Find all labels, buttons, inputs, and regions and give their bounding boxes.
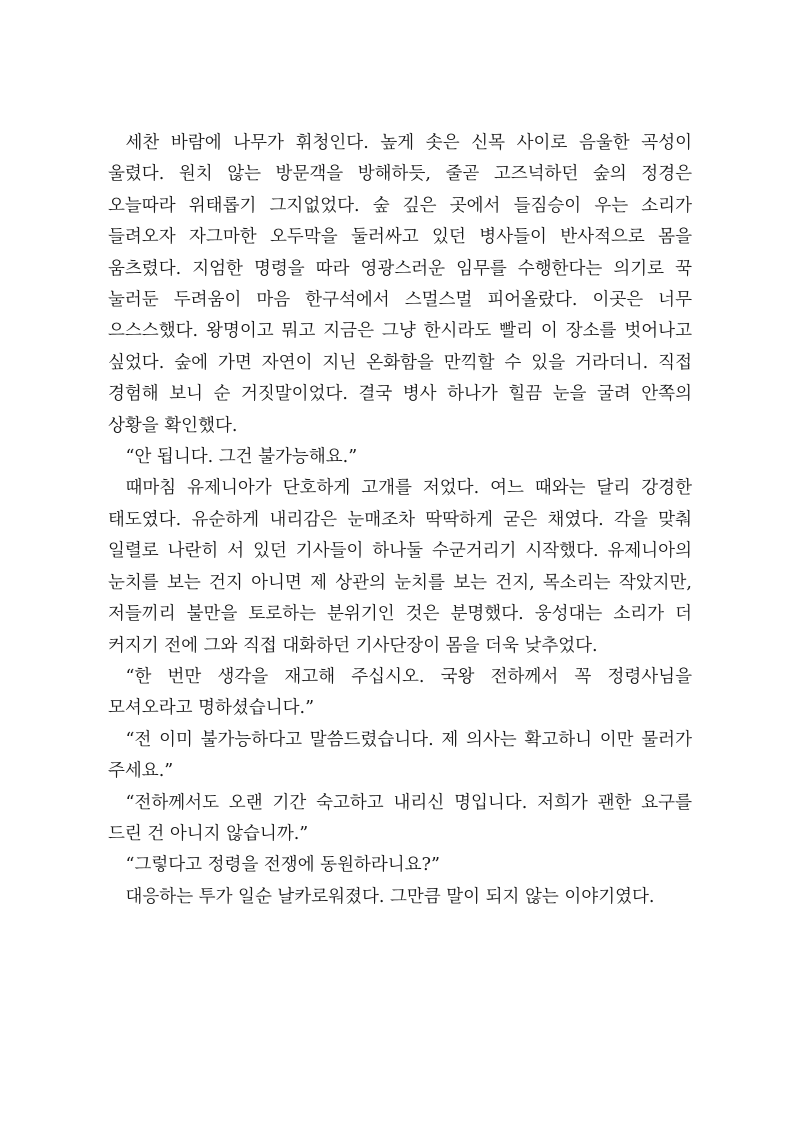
paragraph-dialogue-1: “안 됩니다. 그건 불가능해요.” [125,447,358,468]
paragraph-narration-3: 대응하는 투가 일순 날카로워졌다. 그만큼 말이 되지 않는 이야기였다. [125,886,655,907]
paragraph-narration-1: 세찬 바람에 나무가 휘청인다. 높게 솟은 신목 사이로 음울한 곡성이 울렸다. 원치 않는 방문객을 방해하듯, 줄곧 고즈넉하던 숲의 정경은 오늘따라 위태롭기 그지없었다. 숲 깊은 곳에서 들짐승이 우는 소리가 들려오자 자그마한 오두막을 둘러싸고 있던 병사들이 반사적으로 몸을 움츠렸다. 지엄한 명령을 따라 영광스러운 임무를 수행한다는 의기로 꾹 눌러둔 두려움이 마음 한구석에서 스멀스멀 피어올랐다. 이곳은 너무 으스스했다. 왕명이고 뭐고 지금은 그냥 한시라도 빨리 이 장소를 벗어나고 싶었다. 숲에 가면 자연이 지닌 온화함을 만끽할 수 있을 거라더니. 직접 경험해 보니 순 거짓말이었다. 결국 병사 하나가 힐끔 눈을 굴려 안쪽의 상황을 확인했다. [108,133,692,436]
paragraph-narration-2: 때마침 유제니아가 단호하게 고개를 저었다. 여느 때와는 달리 강경한 태도였다. 유순하게 내리감은 눈매조차 딱딱하게 굳은 채였다. 각을 맞춰 일렬로 나란히 서 있던 기사들이 하나둘 수군거리기 시작했다. 유제니아의 눈치를 보는 건지 아니면 제 상관의 눈치를 보는 건지, 목소리는 작았지만, 저들끼리 불만을 토로하는 분위기인 것은 분명했다. 웅성대는 소리가 더 커지기 전에 그와 직접 대화하던 기사단장이 몸을 더욱 낮추었다. [108,478,692,656]
paragraph-dialogue-5: “그렇다고 정령을 전쟁에 동원하라니요?” [125,855,440,876]
body-text [108,128,692,913]
paragraph-dialogue-3: “전 이미 불가능하다고 말씀드렸습니다. 제 의사는 확고하니 이만 물러가 주세요.” [108,729,692,782]
paragraph-dialogue-4: “전하께서도 오랜 기간 숙고하고 내리신 명입니다. 저희가 괜한 요구를 드린 건 아니지 않습니까.” [108,792,692,844]
paragraph-dialogue-2: “한 번만 생각을 재고해 주십시오. 국왕 전하께서 꼭 정령사님을 모셔오라고 명하셨습니다.” [108,666,692,719]
